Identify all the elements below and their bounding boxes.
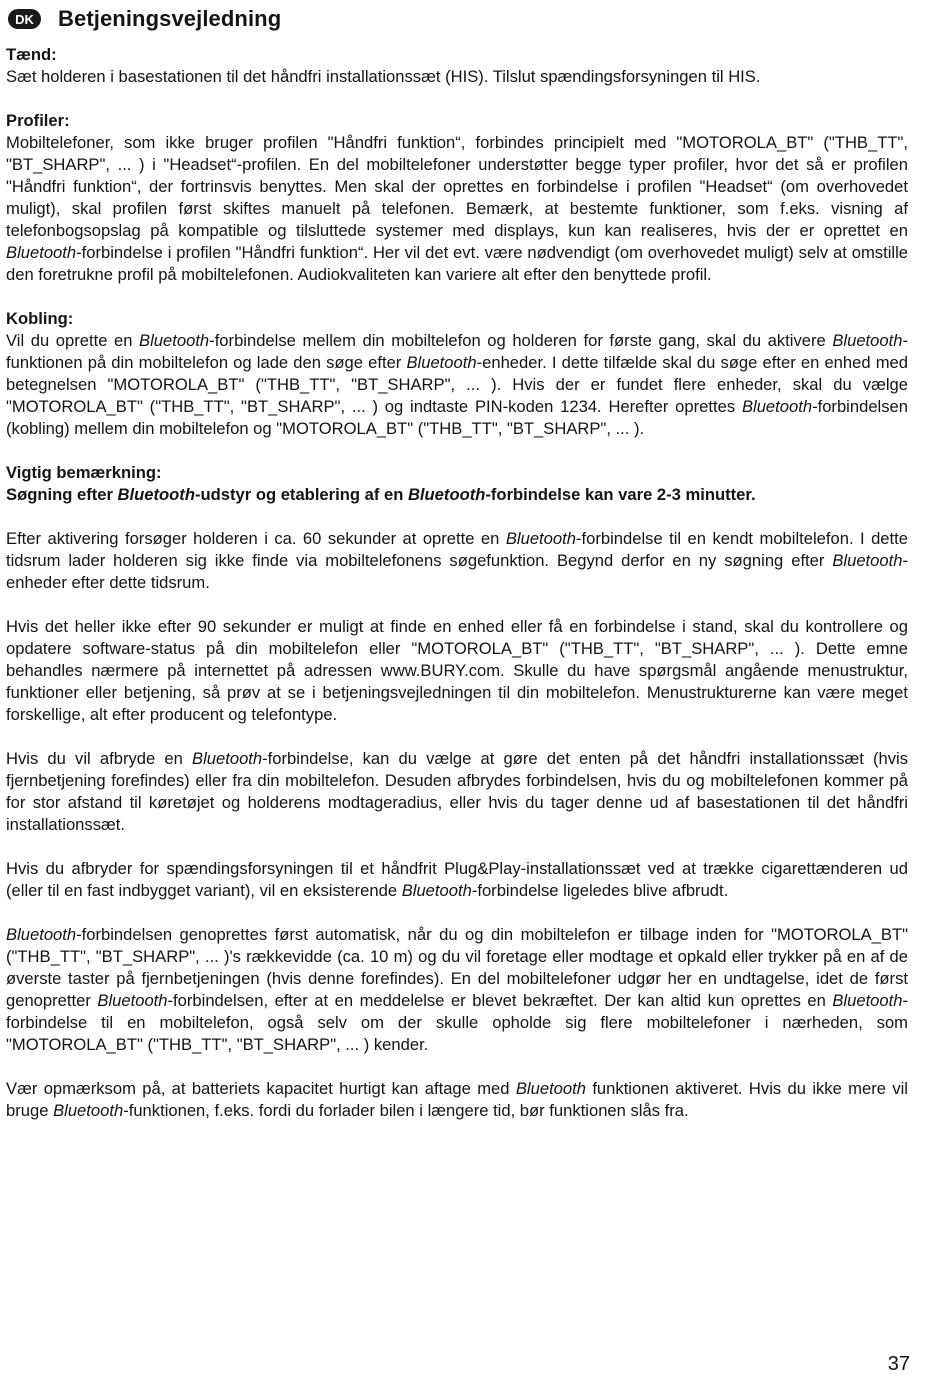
text-run: -forbindelse i profilen "Håndfri funktion“. Her vil det evt. være nødvendigt (om overhovedet muligt) selv at omstille den foretrukne profil på mobiltelefonen. Audiokvaliteten kan variere alt efter den benyttede profil. <box>6 243 908 284</box>
paragraph-efter-aktivering <box>6 528 908 594</box>
text-run: -forbindelse til en mobiltelefon, også selv om der skulle opholde sig flere mobiltelefoner i nærheden, som "MOTOROLA_BT" ("THB_TT", "BT_SHARP", ... ) kender. <box>6 991 909 1054</box>
language-badge: DK <box>8 9 41 29</box>
paragraph-genoprettes <box>6 924 908 1056</box>
bluetooth-term: Bluetooth <box>192 749 263 768</box>
text-run: -udstyr og etablering af en <box>194 485 408 504</box>
bluetooth-term: Bluetooth <box>832 991 903 1010</box>
bluetooth-term: Bluetooth <box>97 991 168 1010</box>
section-text: Sæt holderen i basestationen til det håndfri installationssæt (HIS). Tilslut spændingsforsyningen til HIS. <box>6 67 761 86</box>
bluetooth-term: Bluetooth <box>139 331 210 350</box>
text-run: -forbindelse til en kendt mobiltelefon. I dette tidsrum lader holderen sig ikke finde via mobiltelefonens søgefunktion. Begynd derfor en ny søgning efter <box>6 529 908 570</box>
paragraph-batteri <box>6 1078 908 1122</box>
bluetooth-term: Bluetooth <box>741 397 813 416</box>
text-run: -forbindelse kan vare 2-3 minutter. <box>485 485 756 504</box>
section-taend <box>6 44 908 88</box>
bluetooth-term: Bluetooth <box>505 529 576 548</box>
section-heading: Tænd: <box>6 45 57 64</box>
text-run: Efter aktivering forsøger holderen i ca. 60 sekunder at oprette en <box>6 529 506 548</box>
bluetooth-term: Bluetooth <box>401 881 472 900</box>
text-run: Vær opmærksom på, at batteriets kapacitet hurtigt kan aftage med <box>6 1079 516 1098</box>
bluetooth-term: Bluetooth <box>515 1079 586 1098</box>
text-run: -enheder efter dette tidsrum. <box>6 551 908 592</box>
important-note <box>6 485 756 504</box>
text-run: Mobiltelefoner, som ikke bruger profilen "Håndfri funktion“, forbindes principielt med "MOTOROLA_BT" ("THB_TT", "BT_SHARP", ... ) i "Headset“-profilen. En del mobiltelefoner understøtter begge typer profiler, hvor det så er profilen "Håndfri funktion“, der fortrinsvis benyttes. Men skal der oprettes en forbindelse i profilen "Headset“ (om overhovedet muligt), skal profilen først skiftes manuelt på telefonen. Bemærk, at bestemte funktioner, som f.eks. visning af telefonbogsopslag på kompatible og tilsluttede systemer med displays, kun kan realiseres, hvis der er oprettet en <box>6 133 908 240</box>
bluetooth-term: Bluetooth <box>117 485 195 504</box>
text-run: Hvis du afbryder for spændingsforsyningen til et håndfrit Plug&Play-installationssæt ved at trække cigarettænderen ud (eller til en fast indbygget variant), vil en eksisterende <box>6 859 908 900</box>
bluetooth-term: Bluetooth <box>53 1101 124 1120</box>
paragraph-afbryder <box>6 858 908 902</box>
paragraph-hvis-heller: Hvis det heller ikke efter 90 sekunder er muligt at finde en enhed eller få en forbindelse i stand, skal du kontrollere og opdatere software-status på din mobiltelefon eller "MOTOROLA_BT" ("THB_TT", "BT_SHARP", ... ). Dette emne behandles nærmere på internettet på adressen www.BURY.com. Skulle du have spørgsmål angående menustruktur, funktioner eller betjening, så prøv at se i betjeningsvejledningen til din mobiltelefon. Menustrukturerne kan være meget forskellige, alt efter producent og telefontype. <box>6 617 908 724</box>
text-run: -funktionen på din mobiltelefon og lade den søge efter <box>6 331 908 372</box>
text-run: Vil du oprette en <box>6 331 140 350</box>
text-run: -forbindelse ligeledes blive afbrudt. <box>471 881 729 900</box>
text-run: Søgning efter <box>6 485 118 504</box>
text-run: -forbindelse mellem din mobiltelefon og holderen for første gang, skal du aktivere <box>209 331 833 350</box>
section-profiler <box>6 110 908 286</box>
page-title: Betjeningsvejledning <box>58 6 282 31</box>
bluetooth-term: Bluetooth <box>406 353 477 372</box>
bluetooth-term: Bluetooth <box>6 243 77 262</box>
bluetooth-term: Bluetooth <box>407 485 486 504</box>
page-header <box>8 5 281 33</box>
text-run: -enheder. I dette tilfælde skal du søge efter en enhed med betegnelsen "MOTOROLA_BT" ("THB_TT", "BT_SHARP", ... ). Hvis der er fundet flere enheder, skal du vælge "MOTOROLA_BT" ("THB_TT", "BT_SHARP", ... ) og indtaste PIN-koden 1234. Herefter oprettes <box>6 353 908 416</box>
text-run: -forbindelsen (kobling) mellem din mobiltelefon og "MOTOROLA_BT" ("THB_TT", "BT_SHARP", ... ). <box>6 397 908 438</box>
text-run: Hvis du vil afbryde en <box>6 749 193 768</box>
text-run: -funktionen, f.eks. fordi du forlader bilen i længere tid, bør funktionen slås fra. <box>123 1101 689 1120</box>
text-run: -forbindelsen, efter at en meddelelse er blevet bekræftet. Der kan altid kun oprettes en <box>167 991 833 1010</box>
text-run: -forbindelsen genoprettes først automatisk, når du og din mobiltelefon er tilbage inden for "MOTOROLA_BT" ("THB_TT", "BT_SHARP", ... )'s rækkevidde (ca. 10 m) og du vil foretage eller modtage et opkald eller trykker på en af de øverste taster på fjernbetjeningen (hvis denne forefindes). En del mobiltelefoner udgør her en undtagelse, idet de først genopretter <box>6 925 908 1010</box>
bluetooth-term: Bluetooth <box>832 331 903 350</box>
section-kobling <box>6 308 908 440</box>
section-heading: Kobling: <box>6 309 74 328</box>
bluetooth-term: Bluetooth <box>6 925 77 944</box>
section-heading: Profiler: <box>6 111 70 130</box>
paragraph-afbryde <box>6 748 908 836</box>
manual-body <box>6 44 908 1122</box>
bluetooth-term: Bluetooth <box>832 551 903 570</box>
text-run: funktionen aktiveret. Hvis du ikke mere vil bruge <box>6 1079 908 1120</box>
page-number: 37 <box>887 1353 910 1375</box>
section-heading: Vigtig bemærkning: <box>6 463 162 482</box>
section-vigtig <box>6 462 908 506</box>
text-run: -forbindelse, kan du vælge at gøre det enten på det håndfri installationssæt (hvis fjernbetjening forefindes) eller fra din mobiltelefon. Desuden afbrydes forbindelsen, hvis du og mobiltelefonen kommer på for stor afstand til køretøjet og holderens modtageradius, eller hvis du tager denne ud af basestationen til det håndfri installationssæt. <box>6 749 909 834</box>
